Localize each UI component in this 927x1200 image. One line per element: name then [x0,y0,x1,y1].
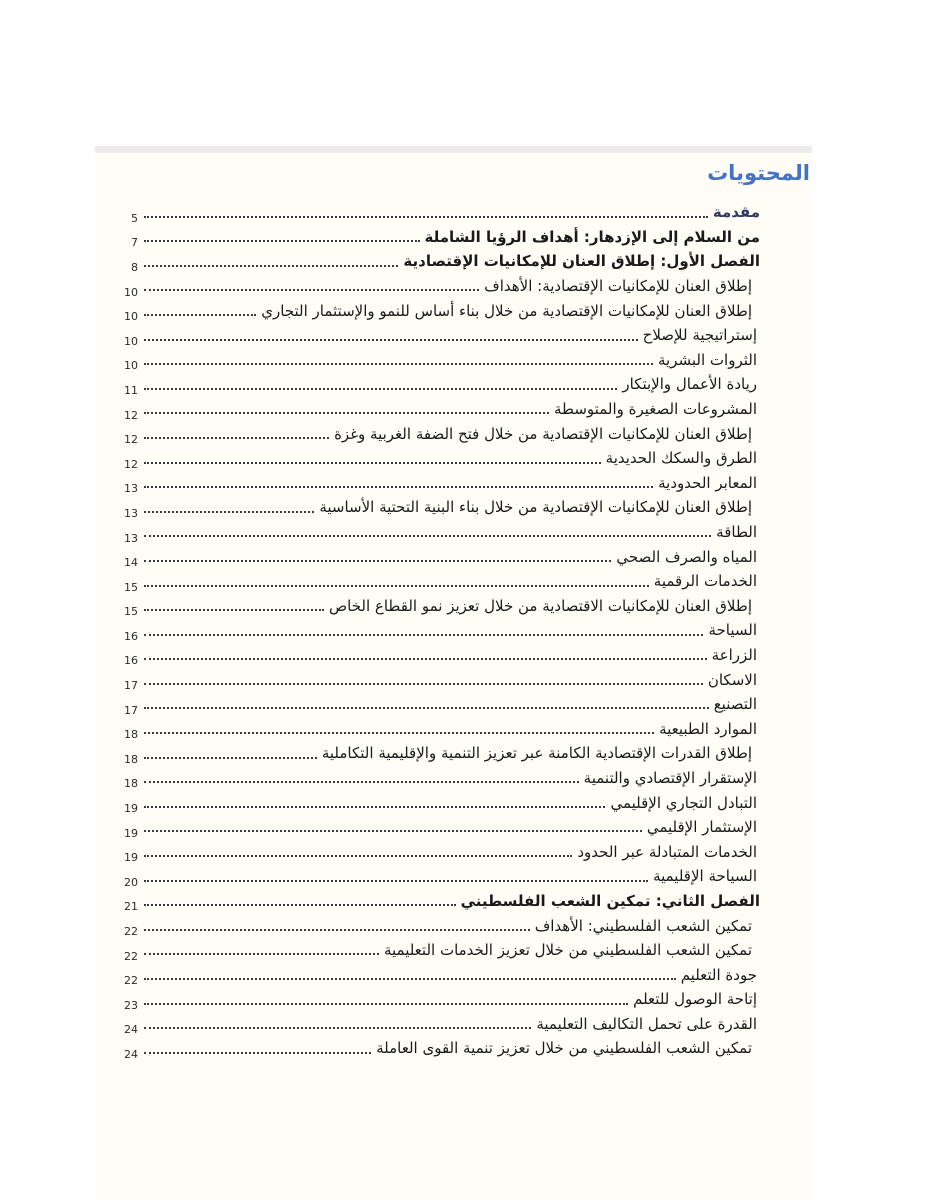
toc-page-number: 10 [124,359,138,373]
toc-entry[interactable] [95,446,812,471]
dot-leader [144,978,676,980]
toc-page-number: 18 [124,777,138,791]
toc-page-number: 22 [124,974,138,988]
dot-leader [144,904,456,906]
toc-entry-label: الطاقة [716,523,757,542]
toc-entry[interactable] [95,348,812,373]
toc-entry[interactable] [95,274,812,299]
dot-leader [144,855,572,857]
toc-page-number: 17 [124,703,138,717]
dot-leader [144,658,707,660]
toc-page-number: 24 [124,1023,138,1037]
page-top-shading [95,146,812,153]
toc-page-number: 24 [124,1047,138,1061]
dot-leader [144,289,479,291]
toc-page-number: 13 [124,531,138,545]
toc-page-number: 15 [124,605,138,619]
toc-entry[interactable] [95,864,812,889]
toc-entry[interactable] [95,397,812,422]
dot-leader [144,634,703,636]
dot-leader [144,240,420,242]
toc-entry-label: إطلاق العنان للإمكانيات الإقتصادية من خلال فتح الضفة الغربية وغزة [334,424,752,443]
toc-page-number: 17 [124,679,138,693]
toc-entry[interactable] [95,889,812,914]
toc-entry-label: تمكين الشعب الفلسطيني: الأهداف [534,916,752,935]
toc-page-number: 12 [124,433,138,447]
dot-leader [144,683,703,685]
toc-entry-label: إطلاق العنان للإمكانيات الإقتصادية: الأهداف [484,277,752,296]
dot-leader [144,707,709,709]
dot-leader [144,388,617,390]
dot-leader [144,462,601,464]
toc-entry-label: الاسكان [707,670,757,689]
dot-leader [144,806,605,808]
toc-page-number: 22 [124,949,138,963]
toc-entry-label: إستراتيجية للإصلاح [642,326,757,345]
toc-entry-label: المياه والصرف الصحي [616,547,757,566]
toc-entry[interactable] [95,913,812,938]
document-page [95,146,812,1200]
toc-page-number: 16 [124,654,138,668]
toc-page-number: 18 [124,728,138,742]
toc-entry[interactable] [95,987,812,1012]
dot-leader [144,437,329,439]
toc-page-number: 12 [124,457,138,471]
toc-page-number: 14 [124,556,138,570]
toc-entry-label: إطلاق العنان للإمكانيات الإقتصادية من خلال بناء البنية التحتية الأساسية [319,498,752,517]
toc-entry[interactable] [95,1012,812,1037]
toc-entry-label: الخدمات المتبادلة عبر الحدود [577,842,757,861]
toc-entry-label: الموارد الطبيعية [659,719,757,738]
dot-leader [144,732,654,734]
toc-entry[interactable] [95,569,812,594]
toc-entry[interactable] [95,938,812,963]
toc-entry-label: تمكين الشعب الفلسطيني من خلال تعزيز تنمية القوى العاملة [376,1039,752,1058]
toc-page-number: 13 [124,506,138,520]
toc-entry[interactable] [95,520,812,545]
toc-entry[interactable] [95,643,812,668]
toc-entry-label: الخدمات الرقمية [653,572,757,591]
dot-leader [144,486,653,488]
toc-entry[interactable] [95,716,812,741]
toc-entry-label: المعابر الحدودية [658,473,757,492]
toc-page-number: 20 [124,875,138,889]
toc-entry[interactable] [95,544,812,569]
toc-entry-label: مقدمة [712,203,760,222]
toc-entry[interactable] [95,618,812,643]
dot-leader [144,314,256,316]
toc-entry[interactable] [95,692,812,717]
toc-entry-label: الإستقرار الإقتصادي والتنمية [583,768,757,787]
toc-entry-label: السياحة [708,621,757,640]
dot-leader [144,560,611,562]
toc-entry-label: القدرة على تحمل التكاليف التعليمية [536,1014,757,1033]
toc-entry[interactable] [95,594,812,619]
toc-page-number: 16 [124,629,138,643]
toc-page-number: 7 [131,236,138,250]
toc-entry[interactable] [95,495,812,520]
toc-page-number: 21 [124,900,138,914]
toc-entry-label: الفصل الأول: إطلاق العنان للإمكانيات الإقتصادية [403,252,760,271]
toc-entry-label: إطلاق العنان للإمكانيات الاقتصادية من خلال تعزيز نمو القطاع الخاص [329,596,752,615]
toc-entry[interactable] [95,225,812,250]
dot-leader [144,1003,628,1005]
toc-entry-label: ريادة الأعمال والإبتكار [622,375,757,394]
toc-entry[interactable] [95,790,812,815]
toc-page-number: 19 [124,802,138,816]
dot-leader [144,830,642,832]
dot-leader [144,929,530,931]
toc-entry-label: المشروعات الصغيرة والمتوسطة [554,400,757,419]
toc-entry[interactable] [95,962,812,987]
toc-entry[interactable] [95,298,812,323]
toc-entry[interactable] [95,249,812,274]
toc-entry-label: إطلاق القدرات الإقتصادية الكامنة عبر تعزيز التنمية والإقليمية التكاملية [321,744,752,763]
toc-page-number: 11 [124,383,138,397]
toc-entry-label: الزراعة [711,645,757,664]
dot-leader [144,757,317,759]
toc-entry-label: السياحة الإقليمية [653,867,757,886]
toc-entry[interactable] [95,766,812,791]
toc-entry[interactable] [95,200,812,225]
toc-page-number: 15 [124,580,138,594]
toc-entry-label: تمكين الشعب الفلسطيني من خلال تعزيز الخدمات التعليمية [383,941,752,960]
toc-entry[interactable] [95,667,812,692]
toc-page-number: 10 [124,334,138,348]
toc-entry-label: إتاحة الوصول للتعلم [633,990,757,1009]
toc-page-number: 19 [124,851,138,865]
toc-entry[interactable] [95,421,812,446]
dot-leader [144,781,579,783]
dot-leader [144,511,314,513]
dot-leader [144,953,379,955]
toc-entry[interactable] [95,471,812,496]
toc-page-number: 10 [124,285,138,299]
dot-leader [144,609,324,611]
toc-entry[interactable] [95,815,812,840]
toc-page-number: 13 [124,482,138,496]
dot-leader [144,1027,531,1029]
toc-entry[interactable] [95,839,812,864]
toc-entry-label: التصنيع [713,695,757,714]
toc-page-number: 23 [124,998,138,1012]
toc-entry-label: من السلام إلى الإزدهار: أهداف الرؤيا الشاملة [424,227,760,246]
toc-entry-label: الطرق والسكك الحديدية [605,449,757,468]
dot-leader [144,412,549,414]
toc-entry-label: إطلاق العنان للإمكانيات الإقتصادية من خلال بناء أساس للنمو والإستثمار التجاري [261,301,752,320]
toc-page-number: 12 [124,408,138,422]
page-title: المحتويات [707,161,810,185]
toc-entry-label: الثروات البشرية [658,350,757,369]
dot-leader [144,216,708,218]
toc-page-number: 18 [124,752,138,766]
dot-leader [144,535,711,537]
dot-leader [144,265,398,267]
toc-entry[interactable] [95,741,812,766]
dot-leader [144,339,638,341]
toc-entry[interactable] [95,1036,812,1061]
toc-entry-label: الفصل الثاني: تمكين الشعب الفلسطيني [460,891,760,910]
table-of-contents [95,200,812,1061]
toc-entry-label: جودة التعليم [680,965,757,984]
toc-page-number: 22 [124,925,138,939]
dot-leader [144,585,649,587]
toc-page-number: 19 [124,826,138,840]
toc-entry[interactable] [95,372,812,397]
dot-leader [144,880,648,882]
toc-entry-label: الإستثمار الإقليمي [646,818,757,837]
toc-page-number: 8 [131,260,138,274]
toc-entry[interactable] [95,323,812,348]
toc-page-number: 5 [131,211,138,225]
dot-leader [144,363,653,365]
toc-entry-label: التبادل التجاري الإقليمي [610,793,757,812]
dot-leader [144,1052,371,1054]
toc-page-number: 10 [124,310,138,324]
